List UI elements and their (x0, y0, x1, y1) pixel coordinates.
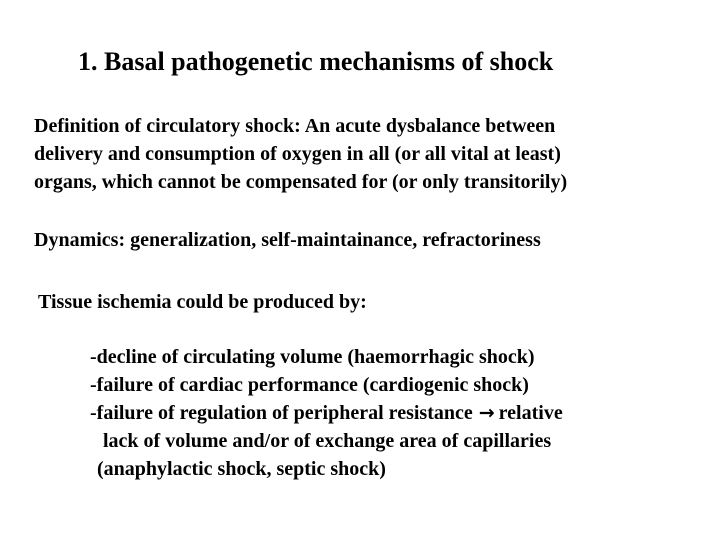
cause-item: -decline of circulating volume (haemorrhagic shock) (90, 346, 535, 368)
definition-line: organs, which cannot be compensated for (or only transitorily) (34, 171, 568, 193)
definition-line: delivery and consumption of oxygen in all (or all vital at least) (34, 143, 561, 165)
definition-line: Definition of circulatory shock: An acute dysbalance between (34, 115, 556, 137)
slide-title: 1. Basal pathogenetic mechanisms of shock (78, 47, 554, 76)
cause-item (90, 399, 563, 427)
tissue-heading: Tissue ischemia could be produced by: (38, 291, 367, 313)
cause-item-continuation: (anaphylactic shock, septic shock) (97, 458, 386, 480)
dynamics-paragraph: Dynamics: generalization, self-maintainance, refractoriness (34, 229, 541, 251)
causes-list (90, 343, 563, 483)
definition-paragraph (34, 112, 567, 196)
cause-item-text: -failure of regulation of peripheral resistance (90, 402, 473, 424)
right-arrow-icon: → (478, 402, 495, 424)
cause-item-continuation: lack of volume and/or of exchange area of capillaries (103, 430, 552, 452)
cause-item: -failure of cardiac performance (cardiogenic shock) (90, 374, 529, 396)
cause-item-text: relative (498, 402, 563, 424)
